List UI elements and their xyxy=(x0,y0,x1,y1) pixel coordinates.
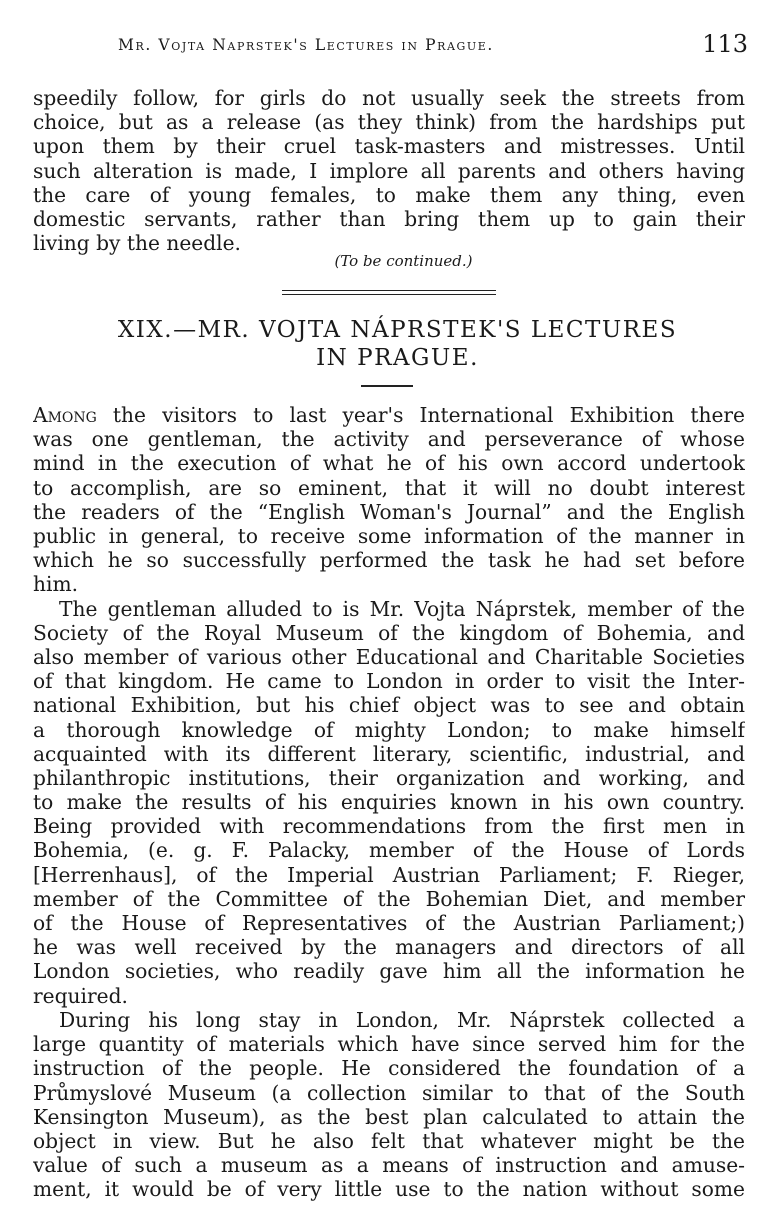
paragraph-3 xyxy=(33,1008,745,1202)
text-line: also member of various other Educational and Charitable Societies xyxy=(33,644,745,669)
text-line: was one gentleman, the activity and perseverance of whose xyxy=(33,427,745,452)
text-line: such alteration is made, I implore all parents and others having xyxy=(33,158,745,183)
text-line: Being provided with recommendations from the first men in xyxy=(33,814,745,839)
text-line: domestic servants, rather than bring them up to gain their xyxy=(33,206,745,231)
carryover-paragraph xyxy=(33,86,745,255)
text-line: to accomplish, are so eminent, that it will no doubt interest xyxy=(33,475,745,500)
text-line: large quantity of materials which have since served him for the xyxy=(33,1032,745,1057)
text-line: a thorough knowledge of mighty London; to make himself xyxy=(33,717,745,742)
text-line: living by the needle. xyxy=(33,231,241,256)
first-line-rest: the visitors to last year's International Exhibition there xyxy=(96,403,745,427)
heading-rule xyxy=(361,385,413,387)
text-line: philanthropic institutions, their organization and working, and xyxy=(33,765,745,790)
text-line: London societies, who readily gave him all the information he xyxy=(33,959,745,984)
text-line: The gentleman alluded to is Mr. Vojta Náprstek, member of the xyxy=(59,596,745,621)
text-line: to make the results of his enquiries known in his own country. xyxy=(33,790,745,815)
text-line: ment, it would be of very little use to the nation without some xyxy=(33,1177,745,1202)
text-line: he was well received by the managers and directors of all xyxy=(33,935,745,960)
section-rule-bottom xyxy=(282,294,496,295)
text-line: him. xyxy=(33,572,79,597)
heading-line-1: XIX.—MR. VOJTA NÁPRSTEK'S LECTURES xyxy=(117,317,678,343)
article-heading xyxy=(0,316,777,372)
text-line: Society of the Royal Museum of the kingdom of Bohemia, and xyxy=(33,620,745,645)
text-line: of the House of Representatives of the Austrian Parliament;) xyxy=(33,911,745,936)
text-line: acquainted with its different literary, scientific, industrial, and xyxy=(33,741,745,766)
lead-word: Among xyxy=(33,403,97,427)
text-line: [Herrenhaus], of the Imperial Austrian Parliament; F. Rieger, xyxy=(33,862,745,887)
text-line: Kensington Museum), as the best plan calculated to attain the xyxy=(33,1104,745,1129)
continued-note: (To be continued.) xyxy=(334,252,473,270)
text-line: choice, but as a release (as they think) from the hardships put xyxy=(33,110,745,135)
text-line: required. xyxy=(33,983,128,1008)
text-line: the care of young females, to make them any thing, even xyxy=(33,182,745,207)
page-number: 113 xyxy=(702,30,748,58)
paragraph-1 xyxy=(33,403,745,597)
text-line: upon them by their cruel task-masters and mistresses. Until xyxy=(33,134,745,159)
text-line: public in general, to receive some information of the manner in xyxy=(33,523,745,548)
text-line: object in view. But he also felt that whatever might be the xyxy=(33,1128,745,1153)
running-head xyxy=(118,30,758,56)
text-line: During his long stay in London, Mr. Náprstek collected a xyxy=(59,1008,745,1032)
text-line: instruction of the people. He considered the foundation of a xyxy=(33,1056,745,1081)
heading-line-2: IN PRAGUE. xyxy=(316,345,479,371)
text-line: Bohemia, (e. g. F. Palacky, member of the House of Lords xyxy=(33,838,745,863)
text-line: mind in the execution of what he of his own accord undertook xyxy=(33,451,745,476)
text-line: member of the Committee of the Bohemian Diet, and member xyxy=(33,886,745,911)
text-line: of that kingdom. He came to London in order to visit the Inter- xyxy=(33,669,745,694)
section-rule-top xyxy=(282,290,496,291)
paragraph-2 xyxy=(33,597,745,1008)
text-line: speedily follow, for girls do not usually seek the streets from xyxy=(33,86,745,110)
text-line: national Exhibition, but his chief object was to see and obtain xyxy=(33,693,745,718)
text-line: the readers of the “English Woman's Journal” and the English xyxy=(33,499,745,524)
text-line: value of such a museum as a means of instruction and amuse- xyxy=(33,1153,745,1178)
running-title: Mr. Vojta Naprstek's Lectures in Prague. xyxy=(118,36,494,54)
text-line xyxy=(33,403,745,427)
text-line: which he so successfully performed the task he had set before xyxy=(33,548,745,573)
text-line: Průmyslové Museum (a collection similar to that of the South xyxy=(33,1080,745,1105)
